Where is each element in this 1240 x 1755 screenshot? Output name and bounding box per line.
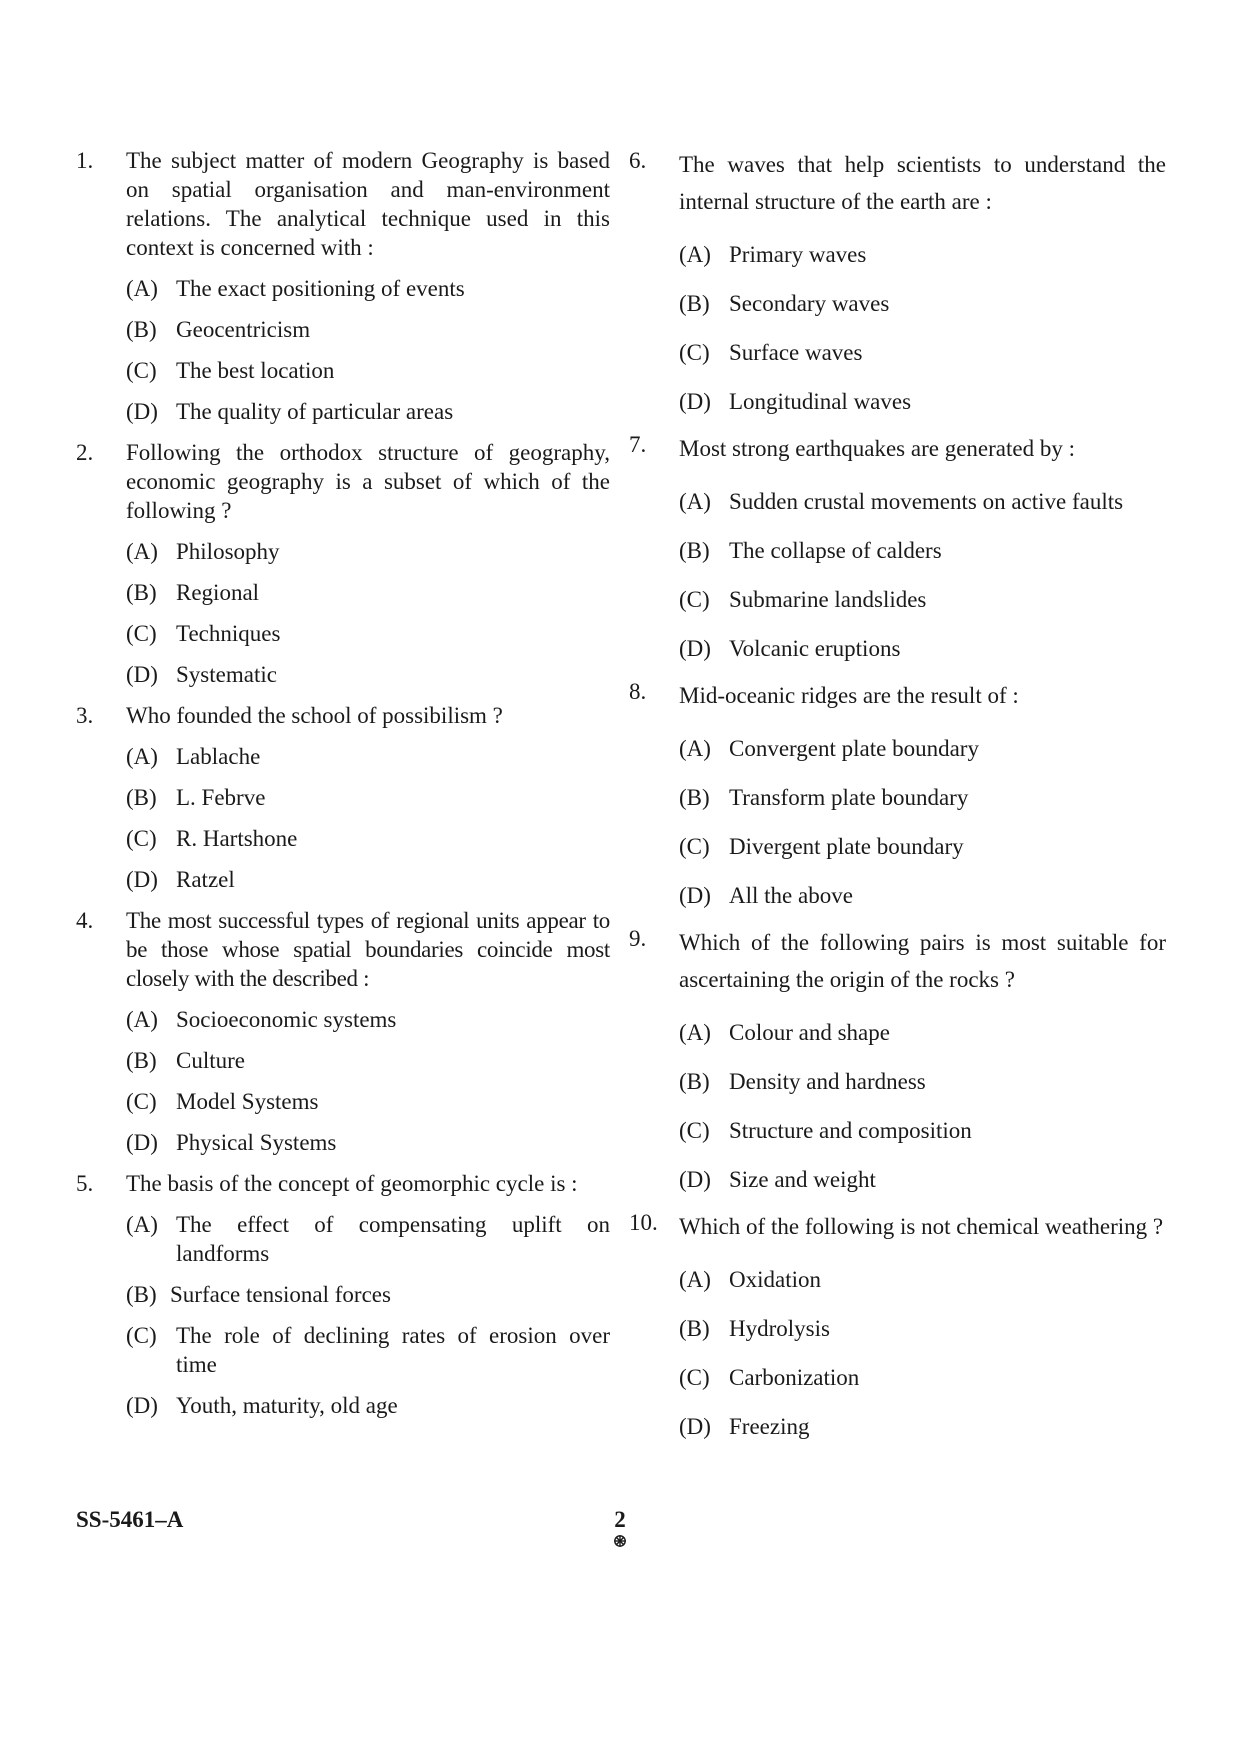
option-b — [679, 536, 1166, 565]
option-c — [126, 356, 610, 385]
option-c — [126, 824, 610, 853]
option-text: Geocentricism — [176, 317, 311, 342]
option-label: (D) — [126, 399, 158, 424]
question-body — [679, 677, 1166, 910]
option-b — [126, 578, 610, 607]
question-number: 1. — [76, 148, 94, 173]
option-text: Colour and shape — [729, 1020, 890, 1045]
option-label: (A) — [679, 489, 711, 514]
option-b — [126, 783, 610, 812]
option-label: (C) — [126, 1323, 157, 1348]
option-text: Physical Systems — [176, 1130, 337, 1155]
option-label: (C) — [126, 358, 157, 383]
option-text: Lablache — [176, 744, 261, 769]
left-column — [76, 146, 610, 1432]
option-text: Submarine landslides — [729, 587, 927, 612]
option-label: (A) — [126, 276, 158, 301]
option-b — [679, 783, 1166, 812]
question-number: 5. — [76, 1171, 94, 1196]
option-c — [126, 619, 610, 648]
booklet-code: SS-5461–A — [76, 1507, 184, 1532]
option-label: (D) — [679, 883, 711, 908]
option-label: (B) — [679, 1069, 710, 1094]
question-text: The waves that help scientists to understand the internal structure of the earth are : — [679, 152, 1166, 214]
option-label: (A) — [126, 539, 158, 564]
question-number: 8. — [629, 679, 647, 704]
option-text: Size and weight — [729, 1167, 876, 1192]
question-10 — [629, 1208, 1166, 1441]
option-b — [679, 1314, 1166, 1343]
question-text: Mid-oceanic ridges are the result of : — [679, 683, 1019, 708]
option-text: R. Hartshone — [176, 826, 298, 851]
question-4 — [76, 906, 610, 1157]
option-text: The role of declining rates of erosion over time — [176, 1323, 610, 1377]
option-a — [679, 1265, 1166, 1294]
question-number: 3. — [76, 703, 94, 728]
option-a — [679, 487, 1166, 516]
option-text: The effect of compensating uplift on landforms — [176, 1212, 610, 1266]
question-number: 4. — [76, 908, 94, 933]
option-text: Structure and composition — [729, 1118, 972, 1143]
option-label: (A) — [679, 242, 711, 267]
option-label: (D) — [679, 636, 711, 661]
option-a — [126, 742, 610, 771]
question-9 — [629, 924, 1166, 1194]
option-label: (D) — [679, 1414, 711, 1439]
option-b — [126, 1046, 610, 1075]
option-d — [126, 865, 610, 894]
option-b — [126, 1280, 610, 1309]
option-label: (B) — [679, 291, 710, 316]
question-text: Who founded the school of possibilism ? — [126, 703, 503, 728]
question-body — [126, 906, 610, 1157]
question-body — [126, 438, 610, 689]
option-c — [679, 832, 1166, 861]
question-2 — [76, 438, 610, 689]
question-7 — [629, 430, 1166, 663]
option-c — [679, 338, 1166, 367]
question-body — [679, 146, 1166, 416]
option-text: Density and hardness — [729, 1069, 926, 1094]
option-label: (B) — [126, 317, 157, 342]
option-text: Transform plate boundary — [729, 785, 969, 810]
option-label: (A) — [126, 1212, 158, 1237]
option-label: (A) — [679, 736, 711, 761]
option-text: The collapse of calders — [729, 538, 942, 563]
option-label: (C) — [679, 340, 710, 365]
option-a — [126, 274, 610, 303]
option-label: (A) — [126, 1007, 158, 1032]
option-a — [126, 1005, 610, 1034]
question-1 — [76, 146, 610, 426]
question-6 — [629, 146, 1166, 416]
option-label: (B) — [126, 1282, 157, 1307]
option-text: The best location — [176, 358, 335, 383]
option-label: (D) — [679, 1167, 711, 1192]
option-label: (C) — [679, 834, 710, 859]
question-number: 2. — [76, 440, 94, 465]
option-text: Volcanic eruptions — [729, 636, 901, 661]
question-text: Following the orthodox structure of geography, economic geography is a subset of which of the following ? — [126, 440, 610, 523]
question-number: 7. — [629, 432, 647, 457]
option-label: (B) — [126, 1048, 157, 1073]
option-label: (C) — [679, 587, 710, 612]
option-label: (A) — [679, 1020, 711, 1045]
option-text: Model Systems — [176, 1089, 319, 1114]
option-text: Freezing — [729, 1414, 810, 1439]
option-d — [679, 881, 1166, 910]
option-text: Techniques — [176, 621, 281, 646]
option-label: (B) — [126, 580, 157, 605]
question-text: The basis of the concept of geomorphic cycle is : — [126, 1171, 578, 1196]
question-number: 6. — [629, 148, 647, 173]
option-text: Ratzel — [176, 867, 235, 892]
option-label: (B) — [679, 538, 710, 563]
question-body — [679, 430, 1166, 663]
question-8 — [629, 677, 1166, 910]
option-text: Convergent plate boundary — [729, 736, 979, 761]
option-d — [126, 1128, 610, 1157]
question-text: The most successful types of regional units appear to be those whose spatial boundaries coincide most closely with the described : — [126, 908, 610, 991]
question-3 — [76, 701, 610, 894]
option-text: Carbonization — [729, 1365, 860, 1390]
option-d — [679, 634, 1166, 663]
option-text: Socioeconomic systems — [176, 1007, 397, 1032]
option-a — [126, 537, 610, 566]
option-text: Youth, maturity, old age — [176, 1393, 398, 1418]
option-label: (C) — [126, 826, 157, 851]
option-text: L. Febrve — [176, 785, 266, 810]
option-c — [679, 1116, 1166, 1145]
option-a — [679, 240, 1166, 269]
option-b — [679, 289, 1166, 318]
option-a — [126, 1210, 610, 1268]
option-label: (C) — [126, 621, 157, 646]
option-text: Surface tensional forces — [170, 1282, 391, 1307]
question-body — [126, 146, 610, 426]
option-text: The exact positioning of events — [176, 276, 465, 301]
option-text: Hydrolysis — [729, 1316, 830, 1341]
option-text: Primary waves — [729, 242, 867, 267]
option-label: (C) — [126, 1089, 157, 1114]
option-c — [679, 1363, 1166, 1392]
option-label: (B) — [126, 785, 157, 810]
option-d — [679, 387, 1166, 416]
question-text: Most strong earthquakes are generated by : — [679, 436, 1075, 461]
option-label: (D) — [679, 389, 711, 414]
option-d — [679, 1412, 1166, 1441]
option-text: Secondary waves — [729, 291, 890, 316]
option-text: Oxidation — [729, 1267, 821, 1292]
option-text: Philosophy — [176, 539, 280, 564]
question-text: Which of the following pairs is most suitable for ascertaining the origin of the rocks ? — [679, 930, 1166, 992]
option-text: Sudden crustal movements on active faults — [729, 489, 1124, 514]
question-body — [126, 701, 610, 894]
option-text: Longitudinal waves — [729, 389, 912, 414]
option-label: (D) — [126, 662, 158, 687]
option-text: Divergent plate boundary — [729, 834, 964, 859]
option-label: (D) — [126, 1130, 158, 1155]
option-d — [126, 660, 610, 689]
question-body — [679, 1208, 1166, 1441]
option-label: (B) — [679, 1316, 710, 1341]
option-text: All the above — [729, 883, 853, 908]
option-label: (C) — [679, 1365, 710, 1390]
option-c — [126, 1087, 610, 1116]
right-column — [629, 146, 1166, 1455]
option-label: (B) — [679, 785, 710, 810]
option-text: Regional — [176, 580, 260, 605]
option-b — [679, 1067, 1166, 1096]
option-a — [679, 734, 1166, 763]
option-label: (D) — [126, 867, 158, 892]
option-text: Systematic — [176, 662, 277, 687]
option-d — [126, 1391, 610, 1420]
option-a — [679, 1018, 1166, 1047]
option-label: (C) — [679, 1118, 710, 1143]
page-number: 2 — [614, 1507, 626, 1532]
option-d — [126, 397, 610, 426]
option-d — [679, 1165, 1166, 1194]
option-text: Surface waves — [729, 340, 863, 365]
option-label: (A) — [679, 1267, 711, 1292]
question-body — [126, 1169, 610, 1420]
option-text: Culture — [176, 1048, 245, 1073]
question-number: 10. — [629, 1210, 658, 1235]
option-b — [126, 315, 610, 344]
question-text: Which of the following is not chemical weathering ? — [679, 1214, 1164, 1239]
question-body — [679, 924, 1166, 1194]
question-number: 9. — [629, 926, 647, 951]
question-5 — [76, 1169, 610, 1420]
option-c — [126, 1321, 610, 1379]
option-label: (D) — [126, 1393, 158, 1418]
option-c — [679, 585, 1166, 614]
flower-mark-icon — [613, 1534, 627, 1548]
option-label: (A) — [126, 744, 158, 769]
question-text: The subject matter of modern Geography is based on spatial organisation and man-environment relations. The analytical technique used in this context is concerned with : — [126, 148, 610, 260]
option-text: The quality of particular areas — [176, 399, 454, 424]
